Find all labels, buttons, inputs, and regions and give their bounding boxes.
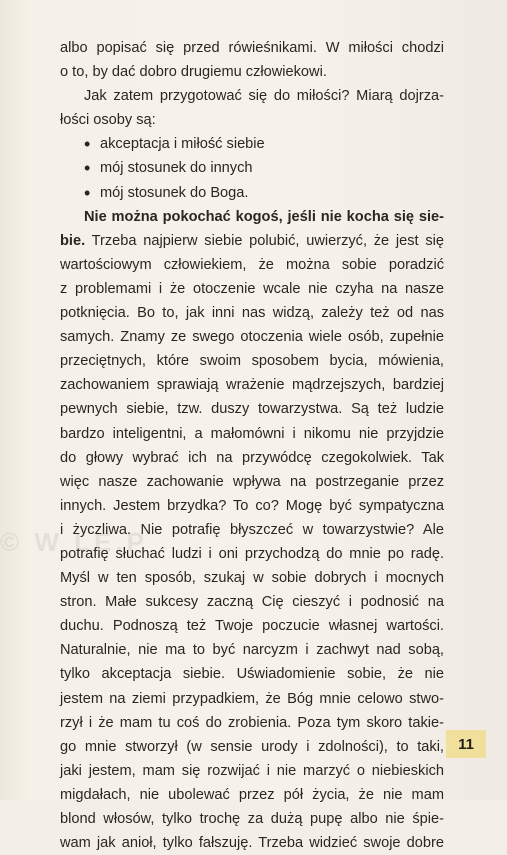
text-line: z problemami i że otoczenie wcale nie czyha na nasze	[60, 280, 444, 297]
text-line: potrafię słuchać ludzi i oni przychodzą do mnie po radę.	[60, 545, 444, 562]
text-line: o to, by dać dobro drugiemu człowiekowi.	[60, 64, 327, 81]
text-line: pewnych siebie, tzw. duszy towarzystwa. Są też ludzie	[60, 401, 444, 418]
text-line: tylko akceptacja siebie. Uświadomienie sobie, że nie	[60, 666, 444, 683]
bold-heading-line: Nie można pokochać kogoś, jeśli nie kocha się sie-	[84, 208, 444, 225]
list-item: • mój stosunek do innych	[84, 156, 444, 180]
text-line: i życzliwa. Nie potrafię błyszczeć w towarzystwie? Ale	[60, 521, 444, 538]
body-text	[60, 36, 444, 855]
text-line: samych. Znamy ze swego otoczenia wiele osób, zupełnie	[60, 329, 444, 346]
text-line: stron. Małe sukcesy zaczną Cię cieszyć i podnosić na	[60, 594, 444, 611]
text-line: zachowaniem sprawiają wrażenie mądrzejszych, bardziej	[60, 377, 444, 394]
list-item: • akceptacja i miłość siebie	[84, 132, 444, 156]
text-line: jaki jestem, mam się rozwijać i nie marzyć o niebieskich	[60, 762, 444, 779]
text-line: blond włosów, tylko trochę za dużą pupę albo nie śpie-	[60, 811, 444, 827]
bullet-list	[60, 132, 444, 204]
text-line: łości osoby są:	[60, 112, 156, 129]
watermark: © W LE.P	[0, 527, 148, 557]
text-line: migdałach, nie ubolewać przez pół życia, że nie mam	[60, 786, 444, 803]
text-line	[60, 229, 444, 253]
list-item: • mój stosunek do Boga.	[84, 181, 444, 205]
text-line: jestem na ziemi przypadkiem, że Bóg mnie celowo stwo-	[60, 690, 444, 707]
text-line: wam jak anioł, tylko fałszuję. Trzeba widzieć swoje dobre	[60, 835, 444, 852]
text-line: wartościowym człowiekiem, że można sobie poradzić	[60, 256, 444, 273]
text-line: Myśl w ten sposób, szukaj w sobie dobrych i mocnych	[60, 570, 444, 587]
text-line: Jak zatem przygotować się do miłości? Miarą dojrza-	[84, 88, 444, 105]
text-line: rzył i że mam tu coś do zrobienia. Poza tym skoro takie-	[60, 714, 444, 731]
text-line: więc nasze zachowanie wpływa na postrzeganie przez	[60, 473, 444, 490]
text-line: przeciętnych, które swoim sposobem bycia, mówienia,	[60, 353, 444, 370]
text-line: do głowy wybrać ich na przywódcę czegokolwiek. Tak	[60, 449, 444, 466]
text-line: Naturalnie, nie ma to być narcyzm i zachwyt nad sobą,	[60, 642, 444, 659]
paragraph-3	[60, 205, 444, 855]
text-line: albo popisać się przed rówieśnikami. W miłości chodzi	[60, 40, 444, 56]
paragraph-1	[60, 36, 444, 84]
text-line: go mnie stworzył (w sensie urody i zdolności), to taki,	[60, 738, 444, 755]
text-line: duchu. Podnoszą też Twoje poczucie własnej wartości.	[60, 618, 444, 635]
text-run: Trzeba najpierw siebie polubić, uwierzyć, że jest się	[85, 232, 444, 249]
paragraph-2	[60, 84, 444, 132]
page-number: 11	[446, 730, 486, 758]
text-line: bardzo inteligentni, a małomówni i nikomu nie przyjdzie	[60, 425, 444, 442]
text-line: potknięcia. Bo to, jak inni nas widzą, zależy też od nas	[60, 305, 444, 322]
text-line: innych. Jestem brzydka? To co? Mogę być sympatyczna	[60, 497, 444, 514]
bold-heading-end: bie.	[60, 232, 86, 249]
